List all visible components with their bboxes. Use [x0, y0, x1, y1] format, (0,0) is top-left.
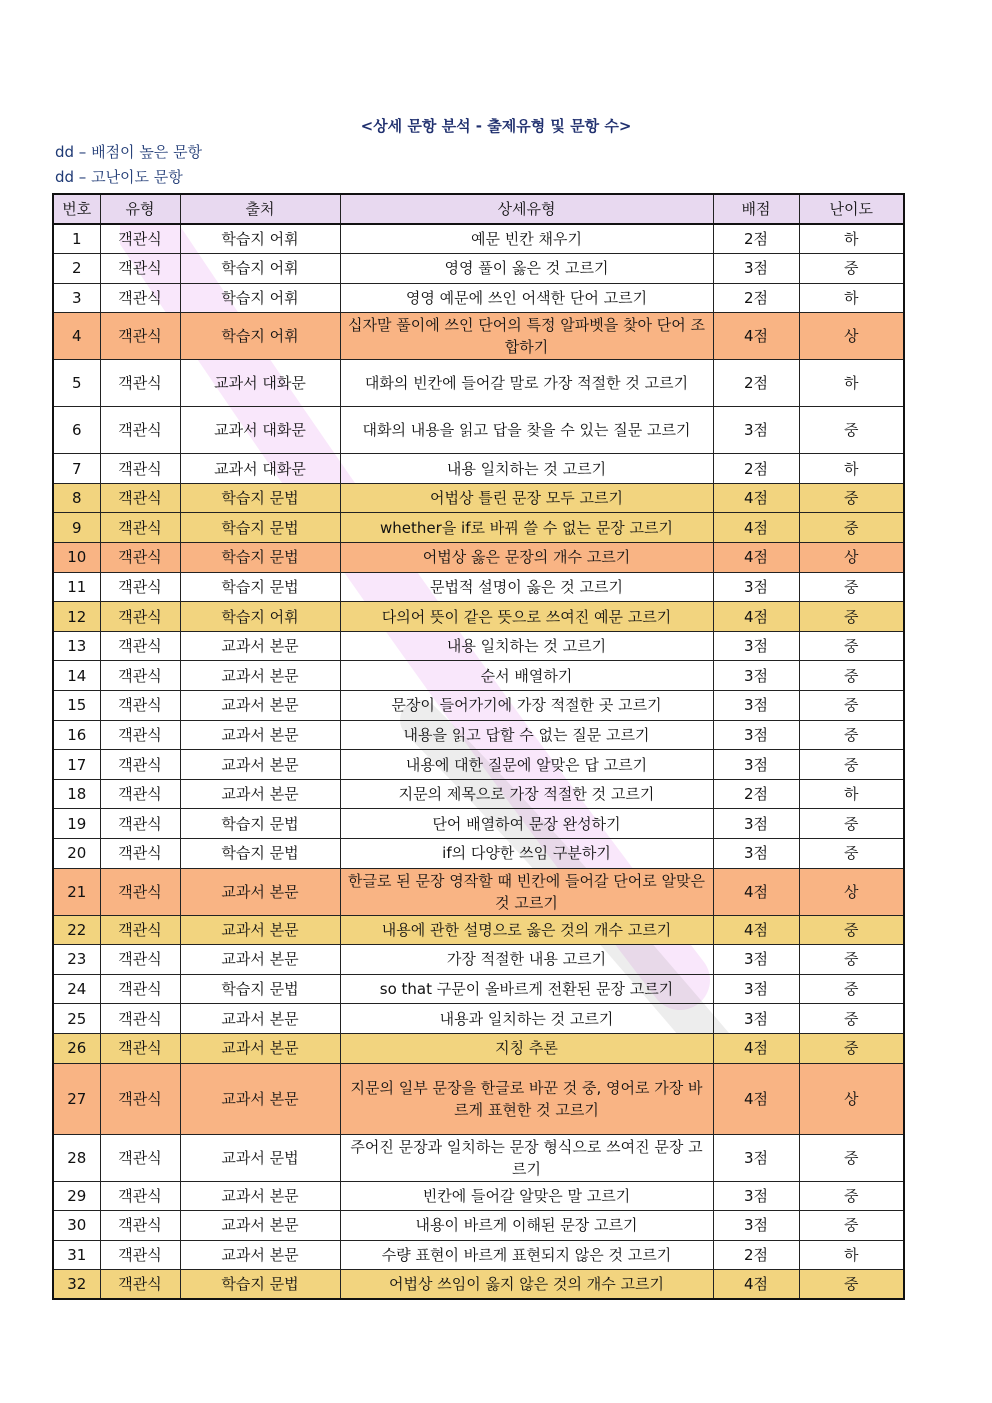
table-row — [53, 572, 904, 602]
cell-difficulty: 중 — [799, 1033, 904, 1063]
cell-source: 학습지 어휘 — [180, 254, 340, 284]
cell-number: 15 — [53, 691, 100, 721]
cell-number: 4 — [53, 313, 100, 360]
cell-source: 학습지 어휘 — [180, 224, 340, 254]
cell-number: 7 — [53, 454, 100, 484]
cell-difficulty: 중 — [799, 1270, 904, 1300]
cell-source: 교과서 본문 — [180, 1033, 340, 1063]
cell-difficulty: 중 — [799, 915, 904, 945]
table-row — [53, 661, 904, 691]
cell-difficulty: 중 — [799, 483, 904, 513]
table-row — [53, 543, 904, 573]
cell-detail: 어법상 틀린 문장 모두 고르기 — [340, 483, 713, 513]
cell-type: 객관식 — [100, 454, 180, 484]
cell-score: 3점 — [713, 1004, 799, 1034]
cell-source: 학습지 문법 — [180, 543, 340, 573]
cell-detail: 십자말 풀이에 쓰인 단어의 특정 알파벳을 찾아 단어 조합하기 — [340, 313, 713, 360]
cell-number: 18 — [53, 779, 100, 809]
header-type: 유형 — [100, 194, 180, 224]
cell-type: 객관식 — [100, 839, 180, 869]
cell-detail: 내용을 읽고 답할 수 없는 질문 고르기 — [340, 720, 713, 750]
cell-difficulty: 중 — [799, 661, 904, 691]
cell-score: 3점 — [713, 691, 799, 721]
table-row — [53, 1033, 904, 1063]
cell-type: 객관식 — [100, 974, 180, 1004]
legend-hard: dd – 고난이도 문항 — [55, 168, 183, 186]
cell-detail: 한글로 된 문장 영작할 때 빈칸에 들어갈 단어로 알맞은 것 고르기 — [340, 868, 713, 915]
table-row — [53, 868, 904, 915]
table-row — [53, 945, 904, 975]
cell-type: 객관식 — [100, 483, 180, 513]
table-row — [53, 602, 904, 632]
cell-source: 학습지 문법 — [180, 809, 340, 839]
cell-type: 객관식 — [100, 1134, 180, 1181]
legend-high-score: dd – 배점이 높은 문항 — [55, 143, 203, 161]
cell-source: 교과서 본문 — [180, 691, 340, 721]
cell-number: 16 — [53, 720, 100, 750]
cell-number: 22 — [53, 915, 100, 945]
cell-number: 8 — [53, 483, 100, 513]
cell-source: 교과서 본문 — [180, 1181, 340, 1211]
cell-difficulty: 중 — [799, 407, 904, 454]
table-row — [53, 974, 904, 1004]
cell-type: 객관식 — [100, 750, 180, 780]
header-detail-type: 상세유형 — [340, 194, 713, 224]
cell-number: 10 — [53, 543, 100, 573]
cell-score: 4점 — [713, 868, 799, 915]
cell-number: 14 — [53, 661, 100, 691]
cell-source: 교과서 대화문 — [180, 407, 340, 454]
cell-number: 19 — [53, 809, 100, 839]
table-row — [53, 1063, 904, 1134]
cell-detail: whether을 if로 바꿔 쓸 수 없는 문장 고르기 — [340, 513, 713, 543]
cell-source: 학습지 문법 — [180, 1270, 340, 1300]
cell-score: 3점 — [713, 945, 799, 975]
cell-difficulty: 중 — [799, 1181, 904, 1211]
question-analysis-table — [52, 193, 905, 1300]
cell-type: 객관식 — [100, 1004, 180, 1034]
cell-difficulty: 상 — [799, 868, 904, 915]
cell-score: 2점 — [713, 454, 799, 484]
cell-score: 2점 — [713, 224, 799, 254]
cell-detail: 대화의 빈칸에 들어갈 말로 가장 적절한 것 고르기 — [340, 360, 713, 407]
cell-source: 교과서 본문 — [180, 1240, 340, 1270]
cell-detail: 내용이 바르게 이해된 문장 고르기 — [340, 1211, 713, 1241]
cell-score: 4점 — [713, 1063, 799, 1134]
cell-detail: 대화의 내용을 읽고 답을 찾을 수 있는 질문 고르기 — [340, 407, 713, 454]
cell-number: 31 — [53, 1240, 100, 1270]
cell-difficulty: 중 — [799, 974, 904, 1004]
cell-score: 3점 — [713, 974, 799, 1004]
cell-number: 1 — [53, 224, 100, 254]
table-row — [53, 839, 904, 869]
cell-detail: 빈칸에 들어갈 알맞은 말 고르기 — [340, 1181, 713, 1211]
cell-detail: 예문 빈칸 채우기 — [340, 224, 713, 254]
cell-detail: 문장이 들어가기에 가장 적절한 곳 고르기 — [340, 691, 713, 721]
cell-difficulty: 중 — [799, 513, 904, 543]
cell-score: 3점 — [713, 720, 799, 750]
cell-source: 교과서 본문 — [180, 1063, 340, 1134]
table-row — [53, 631, 904, 661]
cell-number: 6 — [53, 407, 100, 454]
cell-type: 객관식 — [100, 779, 180, 809]
cell-type: 객관식 — [100, 572, 180, 602]
cell-difficulty: 하 — [799, 224, 904, 254]
cell-detail: 다의어 뜻이 같은 뜻으로 쓰여진 예문 고르기 — [340, 602, 713, 632]
table-row — [53, 1211, 904, 1241]
cell-number: 24 — [53, 974, 100, 1004]
cell-score: 4점 — [713, 483, 799, 513]
cell-number: 27 — [53, 1063, 100, 1134]
cell-score: 4점 — [713, 313, 799, 360]
cell-type: 객관식 — [100, 1033, 180, 1063]
cell-score: 4점 — [713, 602, 799, 632]
cell-detail: 영영 풀이 옳은 것 고르기 — [340, 254, 713, 284]
cell-type: 객관식 — [100, 602, 180, 632]
cell-number: 9 — [53, 513, 100, 543]
cell-difficulty: 하 — [799, 283, 904, 313]
cell-detail: 수량 표현이 바르게 표현되지 않은 것 고르기 — [340, 1240, 713, 1270]
cell-type: 객관식 — [100, 360, 180, 407]
page-title: <상세 문항 분석 - 출제유형 및 문항 수> — [360, 117, 632, 135]
cell-source: 교과서 본문 — [180, 750, 340, 780]
cell-difficulty: 상 — [799, 543, 904, 573]
table-row — [53, 254, 904, 284]
cell-detail: 내용과 일치하는 것 고르기 — [340, 1004, 713, 1034]
cell-difficulty: 하 — [799, 1240, 904, 1270]
cell-type: 객관식 — [100, 1270, 180, 1300]
cell-source: 학습지 어휘 — [180, 283, 340, 313]
cell-difficulty: 상 — [799, 1063, 904, 1134]
cell-type: 객관식 — [100, 254, 180, 284]
cell-difficulty: 중 — [799, 809, 904, 839]
cell-source: 학습지 문법 — [180, 513, 340, 543]
cell-difficulty: 중 — [799, 1004, 904, 1034]
cell-difficulty: 하 — [799, 454, 904, 484]
table-row — [53, 407, 904, 454]
cell-score: 2점 — [713, 779, 799, 809]
table-row — [53, 750, 904, 780]
cell-source: 교과서 본문 — [180, 1004, 340, 1034]
cell-type: 객관식 — [100, 1181, 180, 1211]
cell-difficulty: 중 — [799, 254, 904, 284]
cell-source: 학습지 어휘 — [180, 602, 340, 632]
table-row — [53, 513, 904, 543]
cell-source: 교과서 본문 — [180, 779, 340, 809]
cell-source: 교과서 대화문 — [180, 454, 340, 484]
table-row — [53, 691, 904, 721]
cell-score: 4점 — [713, 1270, 799, 1300]
cell-difficulty: 하 — [799, 779, 904, 809]
cell-score: 4점 — [713, 915, 799, 945]
cell-score: 3점 — [713, 1181, 799, 1211]
cell-type: 객관식 — [100, 915, 180, 945]
cell-detail: 주어진 문장과 일치하는 문장 형식으로 쓰여진 문장 고르기 — [340, 1134, 713, 1181]
table-row — [53, 360, 904, 407]
cell-number: 11 — [53, 572, 100, 602]
cell-score: 3점 — [713, 809, 799, 839]
table-header-row — [53, 194, 904, 224]
header-source: 출처 — [180, 194, 340, 224]
cell-detail: so that 구문이 올바르게 전환된 문장 고르기 — [340, 974, 713, 1004]
cell-source: 교과서 본문 — [180, 868, 340, 915]
cell-number: 5 — [53, 360, 100, 407]
table-row — [53, 224, 904, 254]
header-number: 번호 — [53, 194, 100, 224]
table-row — [53, 915, 904, 945]
cell-source: 교과서 대화문 — [180, 360, 340, 407]
cell-type: 객관식 — [100, 631, 180, 661]
cell-detail: 영영 예문에 쓰인 어색한 단어 고르기 — [340, 283, 713, 313]
cell-score: 3점 — [713, 572, 799, 602]
table-row — [53, 720, 904, 750]
cell-score: 4점 — [713, 1033, 799, 1063]
cell-source: 학습지 문법 — [180, 572, 340, 602]
cell-difficulty: 상 — [799, 313, 904, 360]
table-row — [53, 483, 904, 513]
cell-type: 객관식 — [100, 513, 180, 543]
header-difficulty: 난이도 — [799, 194, 904, 224]
cell-type: 객관식 — [100, 224, 180, 254]
cell-type: 객관식 — [100, 407, 180, 454]
cell-type: 객관식 — [100, 691, 180, 721]
cell-number: 29 — [53, 1181, 100, 1211]
cell-score: 3점 — [713, 839, 799, 869]
cell-difficulty: 중 — [799, 631, 904, 661]
cell-type: 객관식 — [100, 543, 180, 573]
header-score: 배점 — [713, 194, 799, 224]
cell-detail: 내용 일치하는 것 고르기 — [340, 631, 713, 661]
cell-score: 2점 — [713, 1240, 799, 1270]
cell-detail: 지칭 추론 — [340, 1033, 713, 1063]
cell-detail: 어법상 옳은 문장의 개수 고르기 — [340, 543, 713, 573]
cell-score: 3점 — [713, 1211, 799, 1241]
cell-detail: 단어 배열하여 문장 완성하기 — [340, 809, 713, 839]
table-row — [53, 454, 904, 484]
cell-detail: 가장 적절한 내용 고르기 — [340, 945, 713, 975]
cell-number: 23 — [53, 945, 100, 975]
cell-source: 교과서 문법 — [180, 1134, 340, 1181]
cell-number: 25 — [53, 1004, 100, 1034]
cell-number: 32 — [53, 1270, 100, 1300]
cell-difficulty: 중 — [799, 691, 904, 721]
table-row — [53, 313, 904, 360]
cell-score: 4점 — [713, 543, 799, 573]
cell-detail: 내용에 대한 질문에 알맞은 답 고르기 — [340, 750, 713, 780]
cell-number: 20 — [53, 839, 100, 869]
table-row — [53, 283, 904, 313]
cell-source: 교과서 본문 — [180, 945, 340, 975]
cell-type: 객관식 — [100, 313, 180, 360]
cell-source: 교과서 본문 — [180, 661, 340, 691]
cell-type: 객관식 — [100, 661, 180, 691]
table-row — [53, 779, 904, 809]
table-row — [53, 809, 904, 839]
cell-difficulty: 중 — [799, 720, 904, 750]
cell-type: 객관식 — [100, 1063, 180, 1134]
cell-detail: 지문의 일부 문장을 한글로 바꾼 것 중, 영어로 가장 바르게 표현한 것 고르기 — [340, 1063, 713, 1134]
cell-number: 28 — [53, 1134, 100, 1181]
cell-difficulty: 중 — [799, 602, 904, 632]
table-body — [53, 224, 904, 1299]
cell-type: 객관식 — [100, 1240, 180, 1270]
cell-source: 교과서 본문 — [180, 915, 340, 945]
cell-difficulty: 중 — [799, 945, 904, 975]
cell-source: 학습지 문법 — [180, 839, 340, 869]
table-row — [53, 1181, 904, 1211]
cell-score: 4점 — [713, 513, 799, 543]
cell-number: 2 — [53, 254, 100, 284]
cell-number: 12 — [53, 602, 100, 632]
cell-score: 3점 — [713, 1134, 799, 1181]
cell-score: 2점 — [713, 283, 799, 313]
cell-number: 30 — [53, 1211, 100, 1241]
cell-source: 학습지 문법 — [180, 483, 340, 513]
cell-score: 3점 — [713, 661, 799, 691]
cell-score: 3점 — [713, 631, 799, 661]
cell-type: 객관식 — [100, 283, 180, 313]
cell-score: 2점 — [713, 360, 799, 407]
cell-source: 학습지 어휘 — [180, 313, 340, 360]
table-row — [53, 1240, 904, 1270]
cell-difficulty: 하 — [799, 360, 904, 407]
cell-source: 교과서 본문 — [180, 1211, 340, 1241]
cell-type: 객관식 — [100, 945, 180, 975]
cell-difficulty: 중 — [799, 1211, 904, 1241]
cell-type: 객관식 — [100, 1211, 180, 1241]
table-row — [53, 1134, 904, 1181]
table-row — [53, 1270, 904, 1300]
cell-detail: 어법상 쓰임이 옳지 않은 것의 개수 고르기 — [340, 1270, 713, 1300]
cell-type: 객관식 — [100, 809, 180, 839]
cell-type: 객관식 — [100, 720, 180, 750]
cell-detail: 내용에 관한 설명으로 옳은 것의 개수 고르기 — [340, 915, 713, 945]
cell-number: 17 — [53, 750, 100, 780]
cell-detail: if의 다양한 쓰임 구분하기 — [340, 839, 713, 869]
cell-source: 교과서 본문 — [180, 631, 340, 661]
cell-score: 3점 — [713, 407, 799, 454]
cell-difficulty: 중 — [799, 572, 904, 602]
cell-detail: 내용 일치하는 것 고르기 — [340, 454, 713, 484]
cell-source: 학습지 문법 — [180, 974, 340, 1004]
cell-score: 3점 — [713, 750, 799, 780]
cell-score: 3점 — [713, 254, 799, 284]
cell-detail: 지문의 제목으로 가장 적절한 것 고르기 — [340, 779, 713, 809]
cell-number: 13 — [53, 631, 100, 661]
cell-detail: 순서 배열하기 — [340, 661, 713, 691]
cell-number: 3 — [53, 283, 100, 313]
cell-source: 교과서 본문 — [180, 720, 340, 750]
cell-type: 객관식 — [100, 868, 180, 915]
cell-difficulty: 중 — [799, 750, 904, 780]
cell-number: 26 — [53, 1033, 100, 1063]
table-row — [53, 1004, 904, 1034]
cell-difficulty: 중 — [799, 839, 904, 869]
cell-difficulty: 중 — [799, 1134, 904, 1181]
cell-number: 21 — [53, 868, 100, 915]
cell-detail: 문법적 설명이 옳은 것 고르기 — [340, 572, 713, 602]
